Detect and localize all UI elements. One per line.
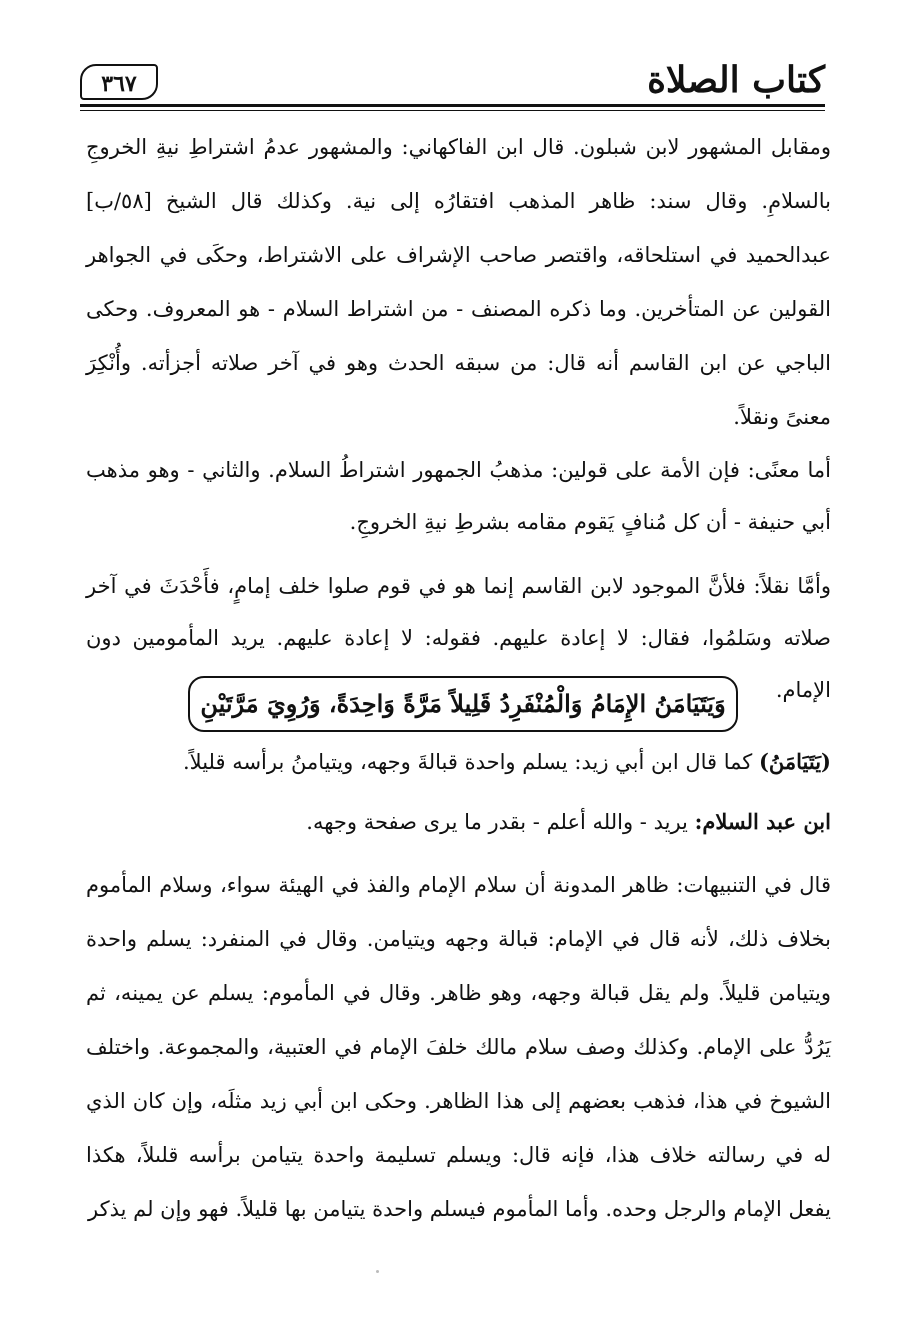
scan-dot — [376, 1270, 379, 1273]
page-number: ٣٦٧ — [101, 71, 137, 97]
paragraph-1: ومقابل المشهور لابن شبلون. قال ابن الفاكهاني: والمشهور عدمُ اشتراطِ نيةِ الخروجِ بالسلامِ. وقال سند: ظاهر المذهب افتقارُه إلى نية. وكذلك قال الشيخ [٥٨/ب] عبدالحميد في استلحاقه، واقتصر صاحب الإشراف على الاشتراط، وحكَى في الجواهر القولين عن المتأخرين. وما ذكره المصنف - من اشتراط السلام - هو المعروف. وحكى الباجي عن ابن القاسم أنه قال: من سبقه الحدث وهو في آخر صلاته أجزأته. وأُنْكِرَ معنىً ونقلاً. — [86, 135, 831, 429]
matn-text-box — [188, 676, 738, 732]
commentary-ibn-abd-al-salam — [86, 802, 831, 842]
page-number-box — [80, 64, 158, 100]
term-yatayaman: (يَتَيَامَنُ) — [758, 749, 831, 774]
paragraph-3: وأمَّا نقلاً: فلأنَّ الموجود لابن القاسم إنما هو في قوم صلوا خلف إمامٍ، فأَحْدَثَ في آخر صلاته وسَلمُوا، فقال: لا إعادة عليهم. فقوله: لا إعادة عليهم. يريد المأمومين دون الإمام. — [86, 574, 831, 702]
paragraph-4: قال في التنبيهات: ظاهر المدونة أن سلام الإمام والفذ في الهيئة سواء، وسلام المأموم بخلاف ذلك، لأنه قال في الإمام: قبالة وجهه ويتيامن. وقال في المنفرد: يسلم واحدة ويتيامن قليلاً. ولم يقل قبالة وجهه، وهو ظاهر. وقال في المأموم: يسلم عن يمينه، ثم يَرُدُّ على الإمام. وكذلك وصف سلام مالك خلفَ الإمام في العتبية، والمجموعة. واختلف الشيوخ في هذا، فذهب بعضهم إلى هذا الظاهر. وحكى ابن أبي زيد مثلَه، وإن كان الذي له في رسالته خلاف هذا، فإنه قال: ويسلم تسليمة واحدة يتيامن برأسه قلىلاً، هكذا يفعل الإمام والرجل وحده. وأما المأموم فيسلم واحدة يتيامن بها قليلاً. فهو وإن لم يذكر — [86, 873, 831, 1221]
commentary-yatayaman — [86, 742, 831, 782]
book-title: كتاب الصلاة — [647, 59, 825, 101]
paragraph-2: أما معنًى: فإن الأمة على قولين: مذهبُ الجمهور اشتراطُ السلام. والثاني - وهو مذهب أبي حنيفة - أن كل مُنافٍ يَقوم مقامه بشرطِ نيةِ الخروجِ. — [86, 458, 831, 534]
page-header — [80, 58, 825, 108]
header-rule-thin — [80, 110, 825, 111]
term-ibn-abd-al-salam: ابن عبد السلام: — [694, 809, 831, 834]
commentary-yatayaman-text: كما قال ابن أبي زيد: يسلم واحدة قبالةَ وجهه، ويتيامنُ برأسه قليلاً. — [182, 750, 759, 774]
header-rule — [80, 104, 825, 107]
matn-text: وَيَتَيَامَنُ الإِمَامُ وَالْمُنْفَرِدُ قَلِيلاً مَرَّةً وَاحِدَةً، وَرُوِيَ مَرَّتَيْنِ — [200, 689, 726, 718]
commentary-ibn-text: يريد - والله أعلم - بقدر ما يرى صفحة وجهه. — [306, 810, 695, 834]
